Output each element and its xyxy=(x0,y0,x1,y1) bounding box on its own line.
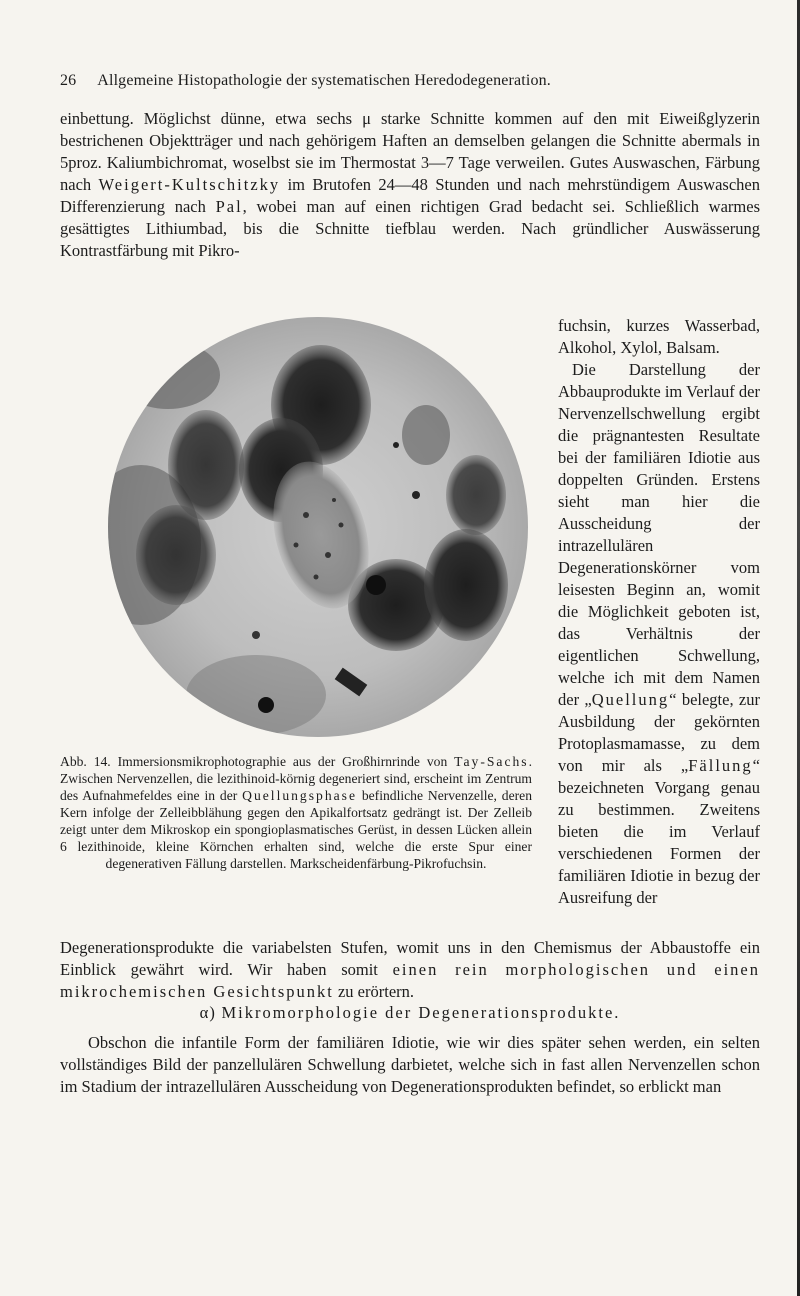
caption-text: Abb. 14. Immersionsmikrophotographie aus der Großhirnrinde von xyxy=(60,754,455,769)
section-label: α) xyxy=(199,1003,217,1022)
text-run: Die Darstellung der Abbauprodukte im Verlauf der Nervenzellschwellung ergibt die prägnantesten Resultate bei der familiären Idiotie aus doppelten Gründen. Erstens sieht man hier die Ausscheidung der intrazellulären Degenerationskörner vom leisesten Beginn an, womit die Möglichkeit geboten ist, das Verhältnis der eigentlichen Schwellung, welche ich mit dem Namen der „ xyxy=(558,360,760,709)
text-run: zu erörtern. xyxy=(333,982,415,1001)
caption-term: Quellungsphase xyxy=(242,788,357,803)
text-run: , wobei man auf einen richtigen Grad bedacht sei. Schließlich warmes gesättigtes Lithiumbad, bis die Schnitte tiefblau werden. Nach gründlicher Auswässerung Kontrastfärbung mit Pikro- xyxy=(60,197,760,260)
text-run: “ bezeichneten Vorgang genau zu bestimmen. Zweitens bieten die im Verlauf verschiedenen Formen der familiären Idiotie in bezug der Ausreifung der xyxy=(558,756,760,907)
quellung-paragraph xyxy=(558,359,760,909)
top-paragraph xyxy=(60,108,760,262)
caption-author: Tay-Sachs xyxy=(454,754,529,769)
author-name: Weigert-Kultschitzky xyxy=(98,175,281,194)
text-run: im Brutofen 24—48 Stunden und nach mehrstündigem Auswaschen Differenzierung nach xyxy=(60,175,760,216)
final-paragraph: Obschon die infantile Form der familiären Idiotie, wie wir dies später sehen werden, ein selten vollständiges Bild der panzellulären Schwellung darbietet, welche sich in fast allen Nervenzellen schon im Stadium der intrazellulären Ausscheidung von Degenerationsprodukten befindet, so erblickt man xyxy=(60,1033,760,1096)
term-faellung: Fällung xyxy=(688,756,753,775)
author-name: Pal xyxy=(215,197,243,216)
text-run: Degenerationsprodukte die variabelsten Stufen, womit uns in den Chemismus der Abbaustoffe ein Einblick gewährt wird. Wir haben somit xyxy=(60,938,760,979)
emphasized-phrase: einen rein morphologischen und einen mikrochemischen Gesichtspunkt xyxy=(60,960,760,1001)
page-number: 26 xyxy=(60,72,77,89)
caption-text: befindliche Nervenzelle, deren Kern infolge der Zelleibblähung gegen den Apikalfortsatz gedrängt ist. Der Zelleib zeigt unter dem Mikroskop ein spongioplasmatisches Gerüst, in dessen Lücken allein 6 lezithinoide, kleine Körnchen erhalten sind, welche die erste Spur einer degenerativen Fällung darstellen. Markscheidenfärbung-Pikrofuchsin. xyxy=(60,788,532,871)
section-heading xyxy=(60,1003,760,1023)
caption-text: . Zwischen Nervenzellen, die lezithinoid-körnig degeneriert sind, erscheint im Zentrum des Aufnahmefeldes eine in der xyxy=(60,754,532,803)
right-column-text xyxy=(558,315,760,909)
text-run: “ belegte, zur Ausbildung der gekörnten Protoplasmamasse, zu dem von mir als „ xyxy=(558,690,760,775)
figure-caption xyxy=(60,753,532,872)
continuation-text: fuchsin, kurzes Wasserbad, Alkohol, Xylol, Balsam. xyxy=(558,316,760,357)
section-title: Mikromorphologie der Degenerationsprodukte. xyxy=(221,1003,621,1022)
text-run: einbettung. Möglichst dünne, etwa sechs μ starke Schnitte kommen auf den mit Eiweißglyzerin bestrichenen Objektträger und nach gehörigem Haften an demselben gelangen die Schnitte abermals in 5proz. Kaliumbichromat, woselbst sie im Thermostat 3—7 Tage verweilen. Gutes Auswaschen, Färbung nach xyxy=(60,109,760,194)
continuation-paragraph xyxy=(60,937,760,1003)
term-quellung: Quellung xyxy=(591,690,670,709)
running-header xyxy=(60,72,760,90)
micrograph-figure xyxy=(106,315,530,739)
running-title: Allgemeine Histopathologie der systematischen Heredodegeneration. xyxy=(97,72,551,89)
micrograph-image xyxy=(106,315,530,739)
